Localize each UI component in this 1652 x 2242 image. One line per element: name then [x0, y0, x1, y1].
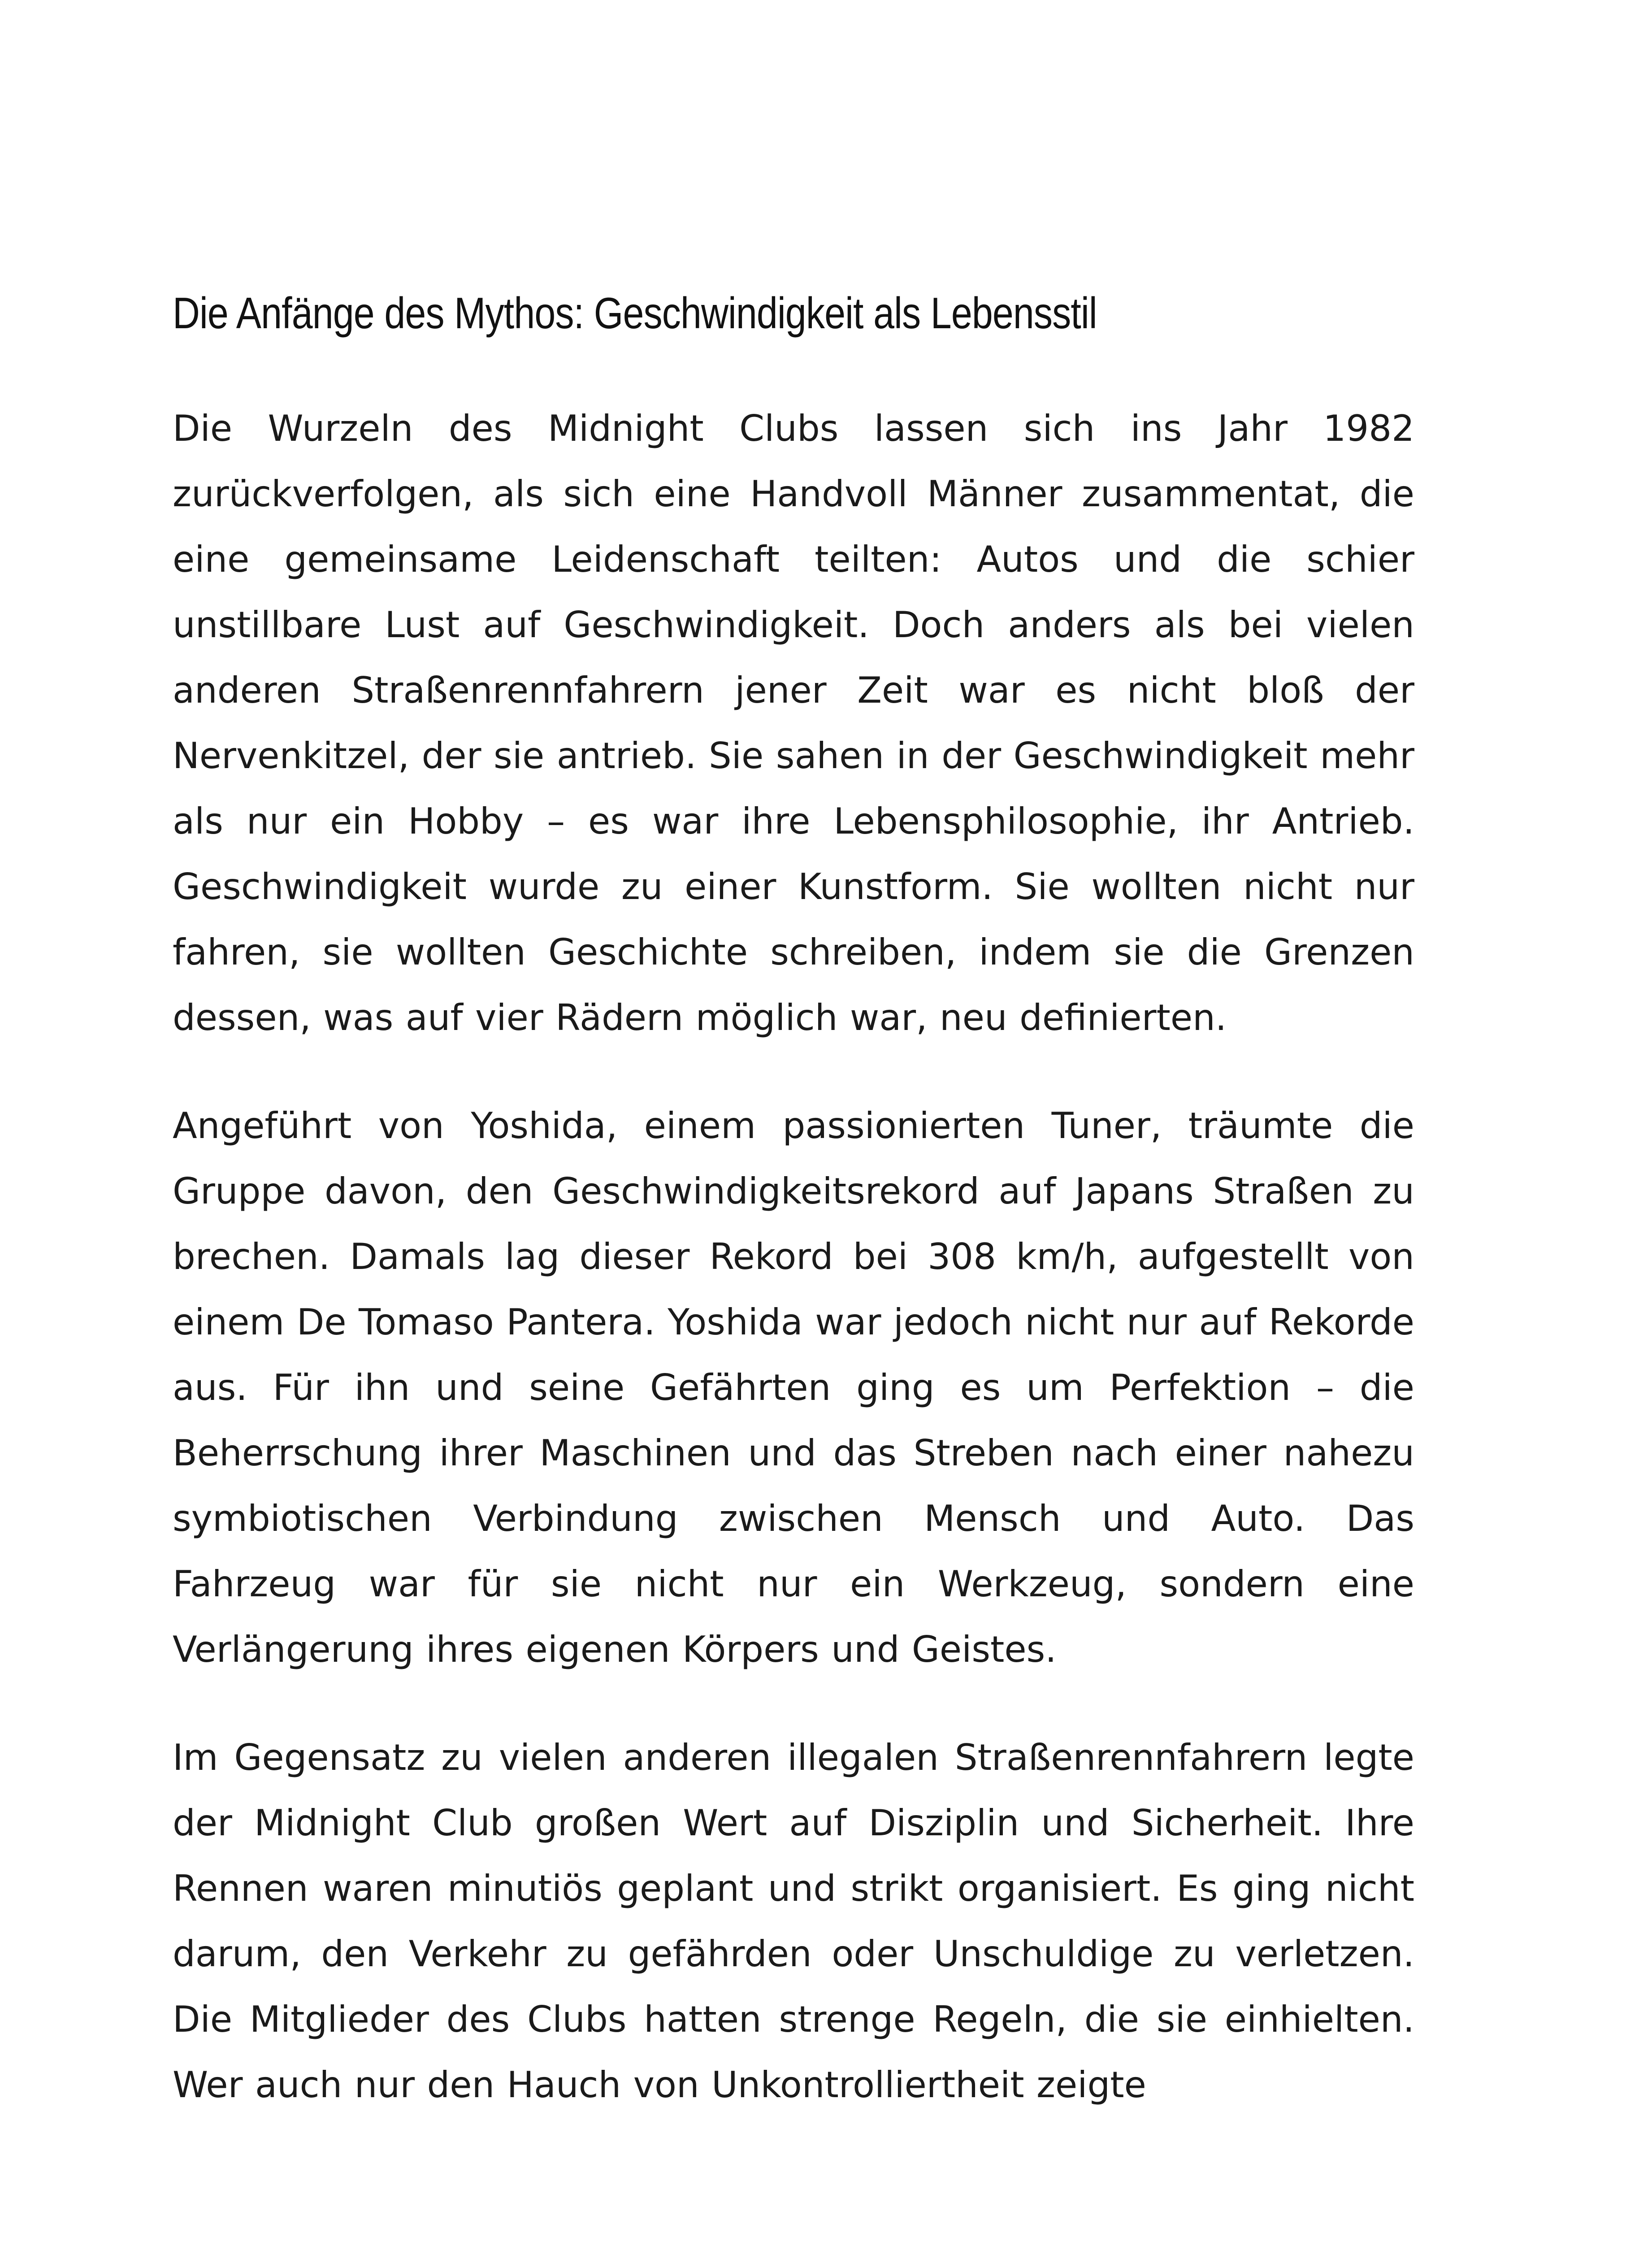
- paragraph: Angeführt von Yoshida, einem passionierten Tuner, träumte die Gruppe davon, den Geschwindigkeitsrekord auf Japans Straßen zu brechen. Damals lag dieser Rekord bei 308 km/h, aufgestellt von einem De Tomaso Pantera. Yoshida war jedoch nicht nur auf Rekorde aus. Für ihn und seine Gefährten ging es um Perfektion – die Beherrschung ihrer Maschinen und das Streben nach einer nahezu symbiotischen Verbindung zwischen Mensch und Auto. Das Fahrzeug war für sie nicht nur ein Werkzeug, sondern eine Verlängerung ihres eigenen Körpers und Geistes.: [173, 1104, 1414, 1670]
- paragraph: Die Wurzeln des Midnight Clubs lassen sich ins Jahr 1982 zurückverfolgen, als sich eine Handvoll Männer zusammentat, die eine gemeinsame Leidenschaft teilten: Autos und die schier unstillbare Lust auf Geschwindigkeit. Doch anders als bei vielen anderen Straßenrennfahrern jener Zeit war es nicht bloß der Nervenkitzel, der sie antrieb. Sie sahen in der Geschwindigkeit mehr als nur ein Hobby – es war ihre Lebensphilosophie, ihr Antrieb. Geschwindigkeit wurde zu einer Kunstform. Sie wollten nicht nur fahren, sie wollten Geschichte schreiben, indem sie die Grenzen dessen, was auf vier Rädern möglich war, neu definierten.: [173, 407, 1414, 1038]
- page-content: [173, 287, 1414, 2160]
- paragraph: Im Gegensatz zu vielen anderen illegalen Straßenrennfahrern legte der Midnight Club großen Wert auf Disziplin und Sicherheit. Ihre Rennen waren minutiös geplant und strikt organisiert. Es ging nicht darum, den Verkehr zu gefährden oder Unschuldige zu verletzen. Die Mitglieder des Clubs hatten strenge Regeln, die sie einhielten. Wer auch nur den Hauch von Unkontrolliertheit zeigte: [173, 1736, 1414, 2106]
- chapter-heading: Die Anfänge des Mythos: Geschwindigkeit als Lebensstil: [173, 288, 1097, 338]
